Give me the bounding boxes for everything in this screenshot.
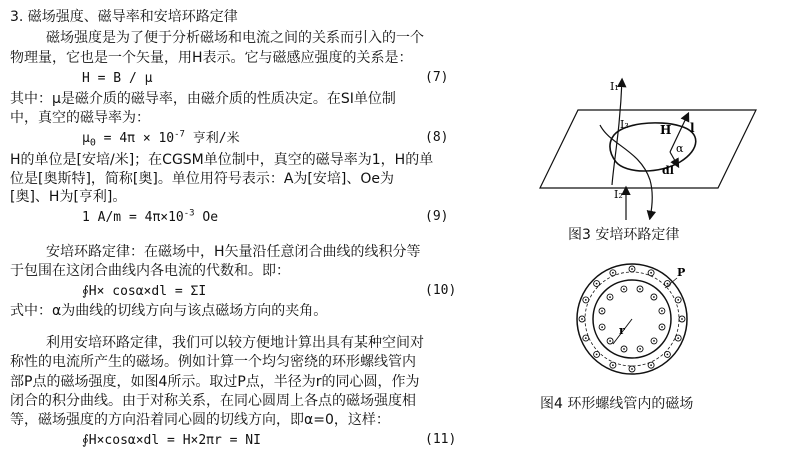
paragraph-line: 物理量，它也是一个矢量，用H表示。它与磁感应强度的关系是： <box>10 50 413 66</box>
label-h: H <box>660 123 672 137</box>
paragraph-line: 闭合的积分曲线。由于对称关系，在同心圆周上各点的磁场强度相 <box>10 393 416 409</box>
figure-4-caption: 图4 环形螺线管内的磁场 <box>540 396 694 412</box>
equation-7: H = B / μ <box>82 71 153 86</box>
equation-number: (11) <box>425 432 457 447</box>
winding-dot <box>677 337 679 339</box>
winding-dot <box>609 340 611 342</box>
paragraph-line: H的单位是[安培/米]；在CGSM单位制中，真空的磁导率为1，H的单 <box>10 152 434 168</box>
paragraph-line: 式中：α为曲线的切线方向与该点磁场方向的夹角。 <box>10 303 328 319</box>
winding-dot <box>661 310 663 312</box>
equation-9: 1 $A/m = 4\pi\times 10^{-3}$ Oe <box>82 208 219 225</box>
paragraph-line: 利用安培环路定律，我们可以较方便地计算出具有某种空间对 <box>46 335 424 351</box>
paragraph-line: 部P点的磁场强度，如图4所示。取过P点，半径为r的同心圆，作为 <box>10 374 420 390</box>
figure-4-toroid-diagram <box>573 260 691 378</box>
winding-dot <box>585 337 587 339</box>
label-r: r <box>619 324 625 337</box>
label-i2: I₂ <box>614 188 623 201</box>
paragraph-line: [奥]、H为[亨利]。 <box>10 189 127 205</box>
winding-dot <box>639 348 641 350</box>
winding-dot <box>650 364 652 366</box>
equation-8: $\mu_0 = 4\pi \times 10^{-7}$ 亨利/米 <box>82 129 240 149</box>
winding-dot <box>631 268 633 270</box>
winding-dot <box>601 326 603 328</box>
winding-dot <box>653 340 655 342</box>
paragraph-line: 位是[奥斯特]，简称[奥]。单位用符号表示：A为[安培]、Oe为 <box>10 171 394 187</box>
winding-dot <box>653 296 655 298</box>
winding-dot <box>612 364 614 366</box>
paragraph-line: 其中：μ是磁介质的磁导率，由磁介质的性质决定。在SI单位制 <box>10 91 396 107</box>
figure-3-ampere-loop-diagram <box>530 70 760 220</box>
equation-number: (7) <box>425 70 449 85</box>
label-p: P <box>677 266 686 279</box>
paragraph-line: 于包围在这闭合曲线内各电流的代数和。即： <box>10 263 290 279</box>
figure-3-caption: 图3 安培环路定律 <box>568 227 680 243</box>
equation-11: ∮H×cosα×dl = H×2πr = NI <box>82 433 261 448</box>
label-i1: I₁ <box>610 80 619 93</box>
equation-number: (10) <box>425 283 457 298</box>
paragraph-line: 称性的电流所产生的磁场。例如计算一个均匀密绕的环形螺线管内 <box>10 354 416 370</box>
equation-10: ∮H× cosα×dl = ΣI <box>82 284 207 299</box>
winding-dot <box>581 318 583 320</box>
winding-dot <box>667 283 669 285</box>
section-title: 3. 磁场强度、磁导率和安培环路定律 <box>10 9 238 25</box>
winding-dot <box>601 310 603 312</box>
winding-dot <box>623 348 625 350</box>
winding-dot <box>609 296 611 298</box>
winding-dot <box>681 318 683 320</box>
winding-dot <box>677 299 679 301</box>
paragraph-line: 中，真空的磁导率为： <box>10 110 150 126</box>
winding-dot <box>667 354 669 356</box>
winding-dot <box>596 283 598 285</box>
paragraph-line: 磁场强度是为了便于分析磁场和电流之间的关系而引入的一个 <box>46 30 424 46</box>
winding-dot <box>631 368 633 370</box>
paragraph-line: 安培环路定律：在磁场中，H矢量沿任意闭合曲线的线积分等 <box>46 244 421 260</box>
paragraph-line: 等，磁场强度的方向沿着同心圆的切线方向，即α=0，这样： <box>10 412 390 428</box>
label-l: l <box>690 121 695 135</box>
equation-number: (9) <box>425 209 449 224</box>
winding-dot <box>661 326 663 328</box>
winding-dot <box>623 288 625 290</box>
label-dl: dl <box>662 164 674 177</box>
winding-dot <box>596 354 598 356</box>
label-alpha: α <box>676 142 684 155</box>
winding-dot <box>639 288 641 290</box>
winding-dot <box>650 272 652 274</box>
winding-dot <box>612 272 614 274</box>
label-i3: I₃ <box>620 118 629 131</box>
winding-dot <box>585 299 587 301</box>
equation-number: (8) <box>425 130 449 145</box>
